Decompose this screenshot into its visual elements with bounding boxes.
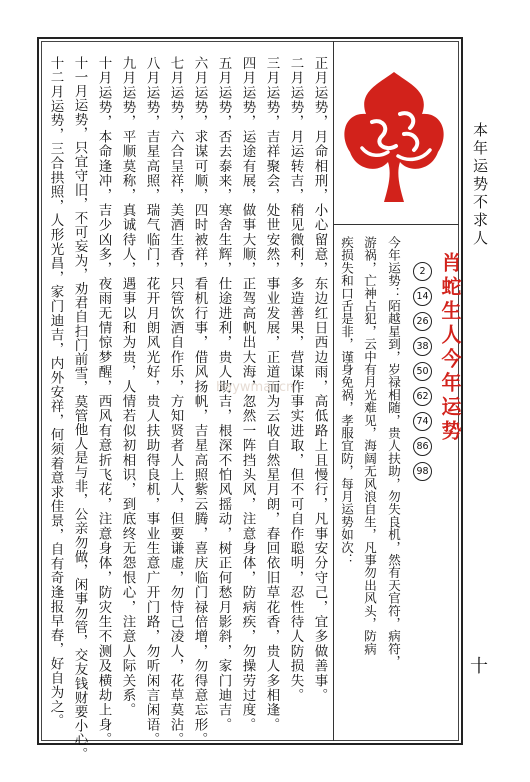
month-entry: 十月运势，本命逢冲，吉少凶多，夜雨无情惊梦醒，西风有意折飞花，注意身体，防灾生不测及横劫上身。 bbox=[95, 56, 112, 747]
month-entry: 正月运势，月命相刑，小心留意，东边红日西边雨，高低路上且慢行，凡事安分守己，宜多做善事。 bbox=[311, 56, 328, 703]
column-divider bbox=[333, 41, 334, 741]
age-badge: 74 bbox=[413, 412, 432, 431]
section-title: 肖蛇生人今年运势 bbox=[438, 252, 462, 444]
age-badge: 38 bbox=[413, 337, 432, 356]
intro-text-column: 今年运势：陌越星到，岁禄相随，贵人扶助，勿失良机，然有天官符，病符， bbox=[386, 236, 402, 668]
age-badge: 62 bbox=[413, 387, 432, 406]
side-label: 本年运势不求人 bbox=[471, 122, 489, 248]
page-number: 十 bbox=[470, 656, 488, 677]
month-entry: 十一月运势，只宜守旧，不可妄为，劝君自扫门前雪，莫管他人是与非，公亲勿做，闲事勿管，交友钱财要小心。 bbox=[71, 56, 88, 761]
intro-text-column: 疾损失和口舌是非，谨身免祸，孝服宜防，每月运势如次： bbox=[339, 236, 355, 567]
age-badge: 2 bbox=[413, 262, 432, 281]
age-badge: 14 bbox=[413, 287, 432, 306]
month-entry: 九月运势，平顺莫称，真诚待人，遇事以和为贵，人情若似初相识，到底终无怨恨心，注意人际关系。 bbox=[119, 56, 136, 718]
age-badge: 98 bbox=[413, 462, 432, 481]
snake-seal-icon bbox=[338, 62, 450, 212]
month-entry: 八月运势，吉星高照，瑞气临门，花开月朗风光好，贵人扶助得良机，事业生意广开门路，勿听闲言闲语。 bbox=[143, 56, 160, 747]
intro-text-column: 游祸，亡神占犯，云中有月光难见，海阔无风浪自生，凡事勿出风头，防病 bbox=[362, 236, 378, 656]
month-entry: 三月运势，吉祥聚会，处世安然，事业发展，正道而为云收自然星月朗，春回依旧草花香，贵人多相逢。 bbox=[263, 56, 280, 733]
month-entry: 五月运势，否去泰来，寒舍生辉，仕途进利，贵人助吉，根深不怕风摇动，树正何愁月影斜，家门迪吉。 bbox=[215, 56, 232, 733]
month-entry: 十二月运势，三合拱照，人形光昌，家门迪吉，内外安祥，何须着意求佳景，自有奇逢报早春，好自为之。 bbox=[47, 56, 64, 729]
month-entry: 七月运势，六合呈祥，美酒生香，只管饮酒自作乐，方知贤者人上人，但要谦虚，勿恃己凌人，花草莫沾。 bbox=[167, 56, 184, 747]
watermark: haywmal.cn bbox=[216, 380, 295, 395]
month-entry: 四月运势，运途有展，做事大顺，正驾高帆出大海，忽然一阵挡头风，注意身体，防病疾，勿操劳过度。 bbox=[239, 56, 256, 733]
age-badge: 86 bbox=[413, 437, 432, 456]
age-badge: 26 bbox=[413, 312, 432, 331]
seal-divider bbox=[333, 224, 459, 225]
month-entry: 六月运势，求谋可顺，四时被祥，看机行事，借风扬帆，吉星高照紫云腾，喜庆临门禄倍增，勿得意忘形。 bbox=[191, 56, 208, 747]
month-entry: 二月运势，月运转吉，稍见微利，多造善果，营谋作事实进取，但不可自作聪明，忍性待人防损失。 bbox=[287, 56, 304, 703]
age-list bbox=[413, 262, 432, 481]
age-badge: 50 bbox=[413, 362, 432, 381]
